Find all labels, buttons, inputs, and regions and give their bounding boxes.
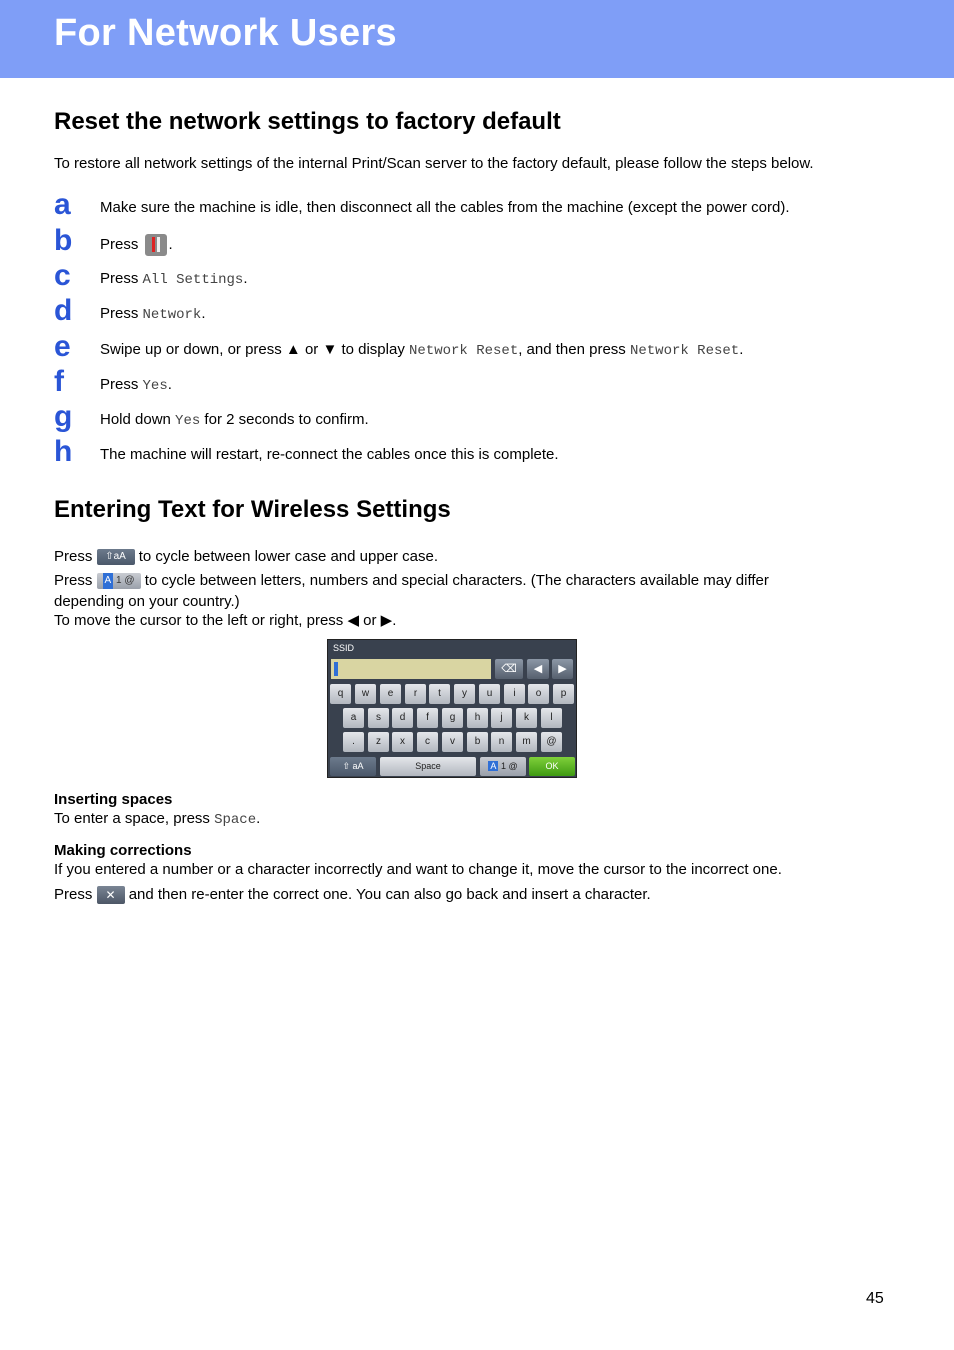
key: u xyxy=(479,684,500,704)
step-c xyxy=(54,259,914,303)
settings-tools-icon xyxy=(145,234,167,256)
key: w xyxy=(355,684,376,704)
step-text: Swipe up or down, or press ▲ or ▼ to display Network Reset, and then press Network Reset. xyxy=(100,341,744,359)
step-b xyxy=(54,224,914,268)
cursor-left-icon: ◀ xyxy=(527,659,549,679)
mode-instruction: Press A 1 @ to cycle between letters, numbers and special characters. (The characters available may differ xyxy=(54,572,769,589)
step-e xyxy=(54,330,914,374)
key: h xyxy=(467,708,488,728)
step-a xyxy=(54,188,914,232)
mode-cycle-icon: A 1 @ xyxy=(97,573,141,589)
space-key: Space xyxy=(380,757,476,776)
mode-key: A 1 @ xyxy=(480,757,526,776)
inserting-spaces-text: To enter a space, press Space. xyxy=(54,810,261,828)
reset-intro: To restore all network settings of the internal Print/Scan server to the factory default, please follow the steps below. xyxy=(54,155,814,172)
step-letter: a xyxy=(54,188,71,221)
key: z xyxy=(368,732,389,752)
step-text: Hold down Yes for 2 seconds to confirm. xyxy=(100,411,369,429)
inserting-spaces-heading: Inserting spaces xyxy=(54,791,173,808)
step-g xyxy=(54,400,914,444)
key: k xyxy=(516,708,537,728)
ok-key: OK xyxy=(529,757,575,776)
key: @ xyxy=(541,732,562,752)
ssid-label: SSID xyxy=(333,643,355,653)
step-letter: d xyxy=(54,294,73,327)
step-letter: f xyxy=(54,365,64,398)
key: g xyxy=(442,708,463,728)
step-letter: h xyxy=(54,435,73,468)
backspace-icon: ⌫ xyxy=(495,659,523,679)
shift-key: ⇧ aA xyxy=(330,757,376,776)
key: d xyxy=(392,708,413,728)
key: b xyxy=(467,732,488,752)
key: a xyxy=(343,708,364,728)
key: j xyxy=(491,708,512,728)
making-corrections-text: If you entered a number or a character incorrectly and want to change it, move the cursor to the incorrect one. xyxy=(54,861,782,878)
backspace-icon: ✕ xyxy=(97,886,125,904)
section-heading-entering-text: Entering Text for Wireless Settings xyxy=(54,496,451,523)
key: o xyxy=(528,684,549,704)
making-corrections-press: Press ✕ and then re-enter the correct one. You can also go back and insert a character. xyxy=(54,886,651,903)
key: s xyxy=(368,708,389,728)
step-text: Press . xyxy=(100,234,173,256)
key: r xyxy=(405,684,426,704)
cursor-instruction: To move the cursor to the left or right, press ◀ or ▶. xyxy=(54,612,397,629)
step-text: Press Network. xyxy=(100,305,206,323)
key: . xyxy=(343,732,364,752)
page-number: 45 xyxy=(866,1290,884,1307)
key: q xyxy=(330,684,351,704)
shift-instruction: Press ⇧aA to cycle between lower case and upper case. xyxy=(54,548,439,565)
page-title: For Network Users xyxy=(54,12,397,54)
step-letter: e xyxy=(54,330,71,363)
mode-instruction-cont: depending on your country.) xyxy=(54,593,240,610)
page-banner xyxy=(0,0,954,78)
key: c xyxy=(417,732,438,752)
ssid-input-field xyxy=(331,659,491,679)
key: n xyxy=(491,732,512,752)
key: y xyxy=(454,684,475,704)
key: e xyxy=(380,684,401,704)
step-d xyxy=(54,294,914,338)
key: i xyxy=(504,684,525,704)
step-letter: g xyxy=(54,400,73,433)
key: m xyxy=(516,732,537,752)
step-h xyxy=(54,435,914,479)
step-text: The machine will restart, re-connect the cables once this is complete. xyxy=(100,446,559,463)
section-heading-reset: Reset the network settings to factory default xyxy=(54,108,561,135)
step-text: Press All Settings. xyxy=(100,270,248,288)
cursor-right-icon: ▶ xyxy=(552,659,573,679)
step-letter: c xyxy=(54,259,71,292)
key: l xyxy=(541,708,562,728)
step-text: Press Yes. xyxy=(100,376,172,394)
shift-case-icon: ⇧aA xyxy=(97,549,135,565)
key: f xyxy=(417,708,438,728)
step-letter: b xyxy=(54,224,73,257)
keyboard-screenshot xyxy=(327,639,577,778)
key: t xyxy=(429,684,450,704)
key: x xyxy=(392,732,413,752)
key: p xyxy=(553,684,574,704)
step-f xyxy=(54,365,914,409)
step-text: Make sure the machine is idle, then disconnect all the cables from the machine (except the power cord). xyxy=(100,199,790,216)
making-corrections-heading: Making corrections xyxy=(54,842,192,859)
key: v xyxy=(442,732,463,752)
